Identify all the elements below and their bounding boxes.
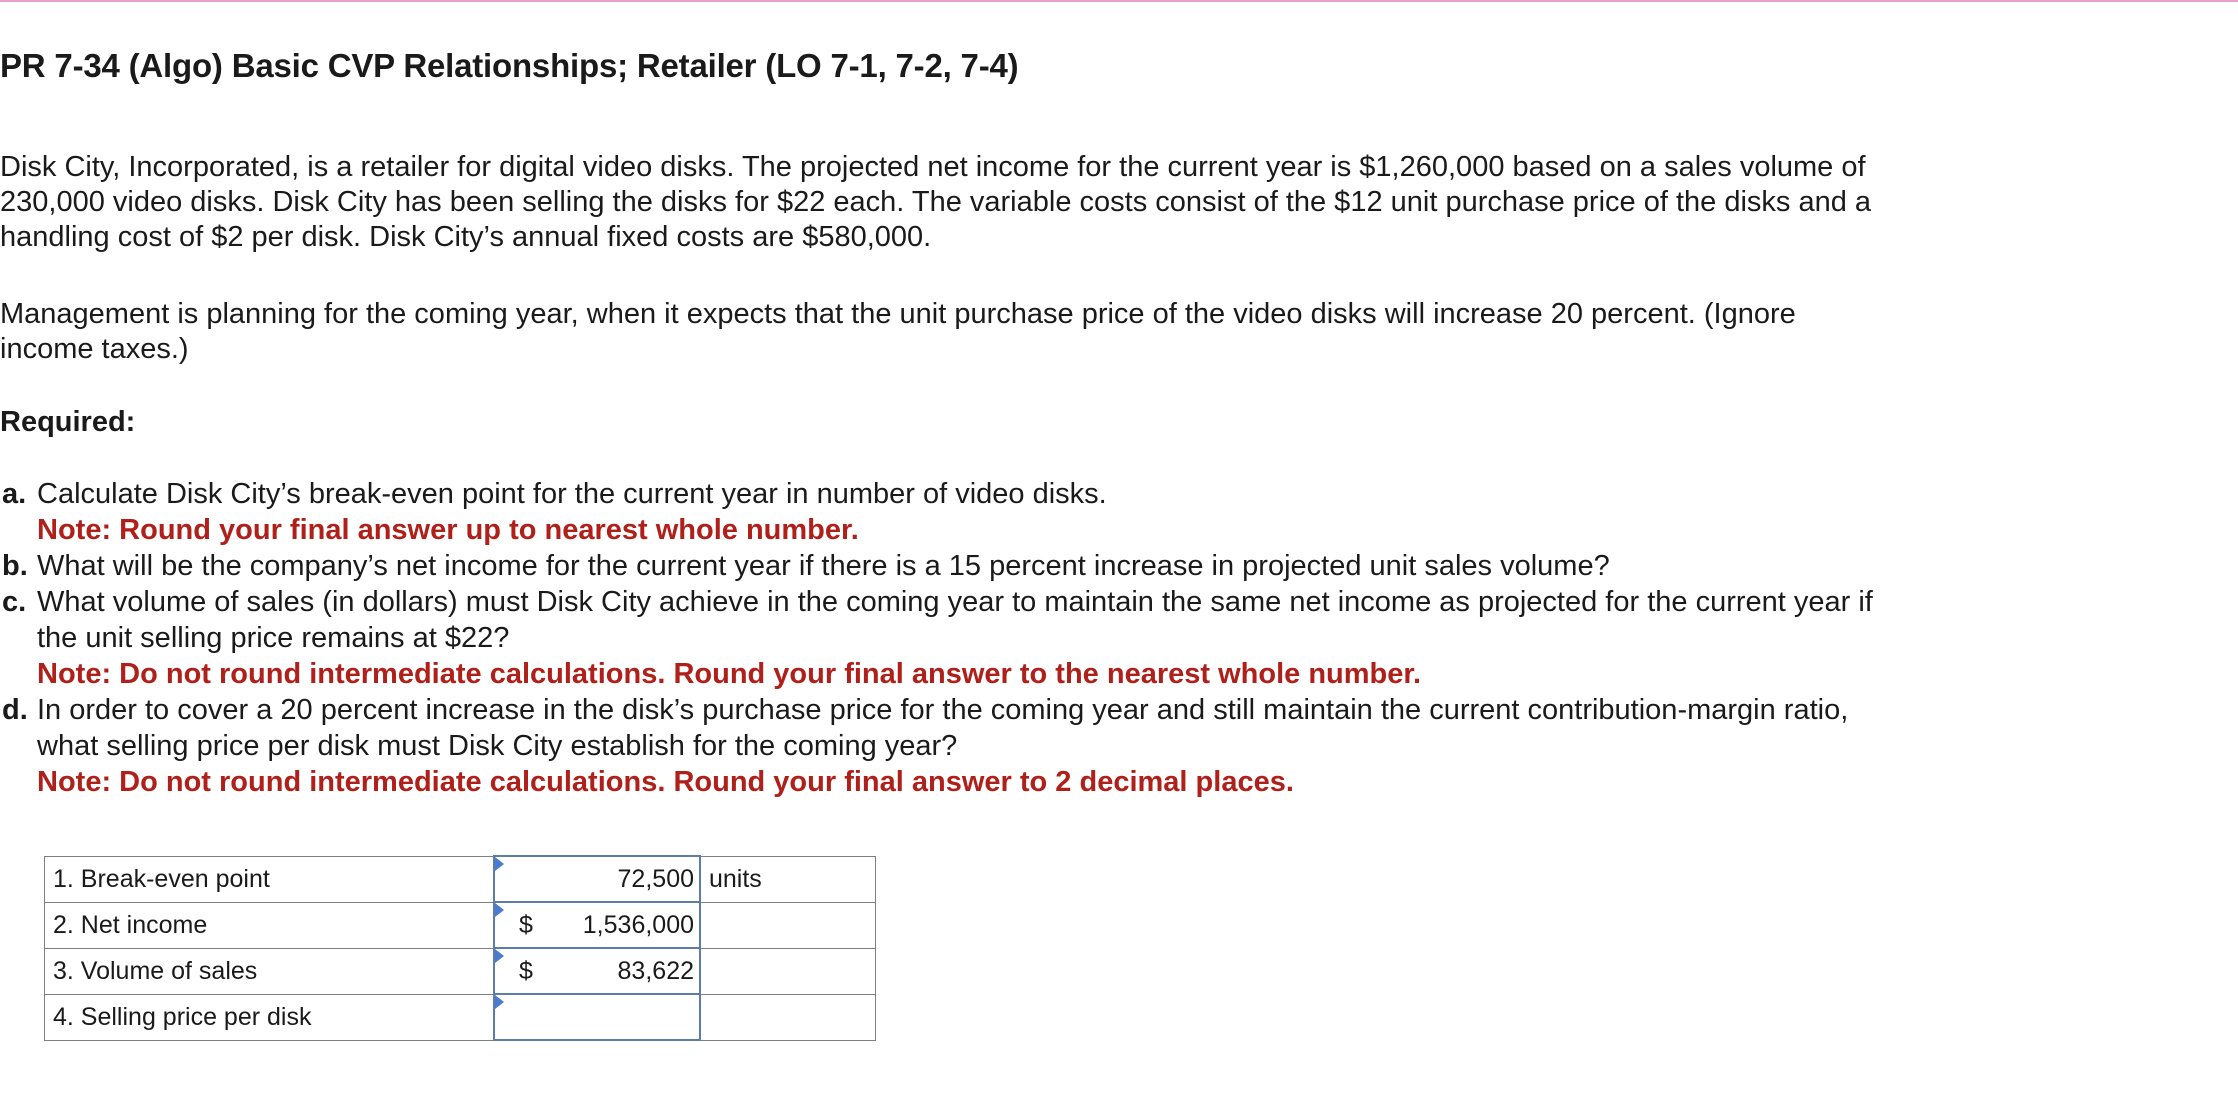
input-marker-icon (495, 995, 504, 1009)
requirement-note: Note: Round your final answer up to nearest whole number. (37, 514, 859, 546)
answer-label: 4. Selling price per disk (45, 994, 495, 1040)
requirement-b (0, 548, 1880, 584)
answer-unit (700, 994, 876, 1040)
requirement-note: Note: Do not round intermediate calculations. Round your final answer to the nearest whole number. (37, 658, 1422, 690)
net-income-input[interactable] (494, 902, 700, 948)
answer-value: 1,536,000 (582, 911, 694, 939)
answer-unit: units (700, 856, 876, 902)
table-row (45, 902, 876, 948)
required-heading: Required: (0, 406, 136, 438)
answer-unit (700, 948, 876, 994)
problem-description: Disk City, Incorporated, is a retailer for digital video disks. The projected net income for the current year is $1,260,000 based on a sales volume of 230,000 video disks. Disk City has been selling the disks for $22 each. The variable costs consist of the $12 unit purchase price of the disks and a handling cost of $2 per disk. Disk City’s annual fixed costs are $580,000. (0, 151, 1872, 253)
requirement-letter: c. (2, 586, 27, 618)
requirement-letter: b. (2, 550, 28, 582)
input-marker-icon (495, 857, 504, 871)
answer-label: 3. Volume of sales (45, 948, 495, 994)
page-title: PR 7-34 (Algo) Basic CVP Relationships; Retailer (LO 7-1, 7-2, 7-4) (0, 47, 1019, 84)
currency-symbol: $ (519, 911, 533, 939)
answer-label: 2. Net income (45, 902, 495, 948)
requirements-list (0, 476, 1880, 800)
requirement-text: What volume of sales (in dollars) must Disk City achieve in the coming year to maintain the same net income as projected for the current year if the unit selling price remains at $22? (37, 586, 1873, 654)
answer-table (44, 855, 876, 1041)
table-row (45, 856, 876, 902)
requirement-d (0, 692, 1880, 800)
answer-label: 1. Break-even point (45, 856, 495, 902)
requirement-note: Note: Do not round intermediate calculations. Round your final answer to 2 decimal places. (37, 766, 1294, 798)
currency-symbol: $ (519, 957, 533, 985)
requirement-text: What will be the company’s net income for the current year if there is a 15 percent increase in projected unit sales volume? (37, 550, 1610, 582)
input-marker-icon (495, 903, 504, 917)
requirement-c (0, 584, 1880, 692)
answer-value: 83,622 (617, 957, 694, 985)
table-row (45, 948, 876, 994)
requirement-a (0, 476, 1880, 548)
volume-of-sales-input[interactable] (494, 948, 700, 994)
break-even-input[interactable] (494, 856, 700, 902)
requirement-letter: a. (2, 478, 27, 510)
table-row (45, 994, 876, 1040)
requirement-text: In order to cover a 20 percent increase in the disk’s purchase price for the coming year and still maintain the current contribution-margin ratio, what selling price per disk must Disk City establish for the coming year? (37, 694, 1849, 762)
answer-value: 72,500 (617, 865, 694, 893)
selling-price-input[interactable] (494, 994, 700, 1040)
input-marker-icon (495, 949, 504, 963)
answer-unit (700, 902, 876, 948)
requirement-text: Calculate Disk City’s break-even point for the current year in number of video disks. (37, 478, 1107, 510)
requirement-letter: d. (2, 694, 28, 726)
problem-assumption: Management is planning for the coming year, when it expects that the unit purchase price of the video disks will increase 20 percent. (Ignore income taxes.) (0, 298, 1796, 365)
